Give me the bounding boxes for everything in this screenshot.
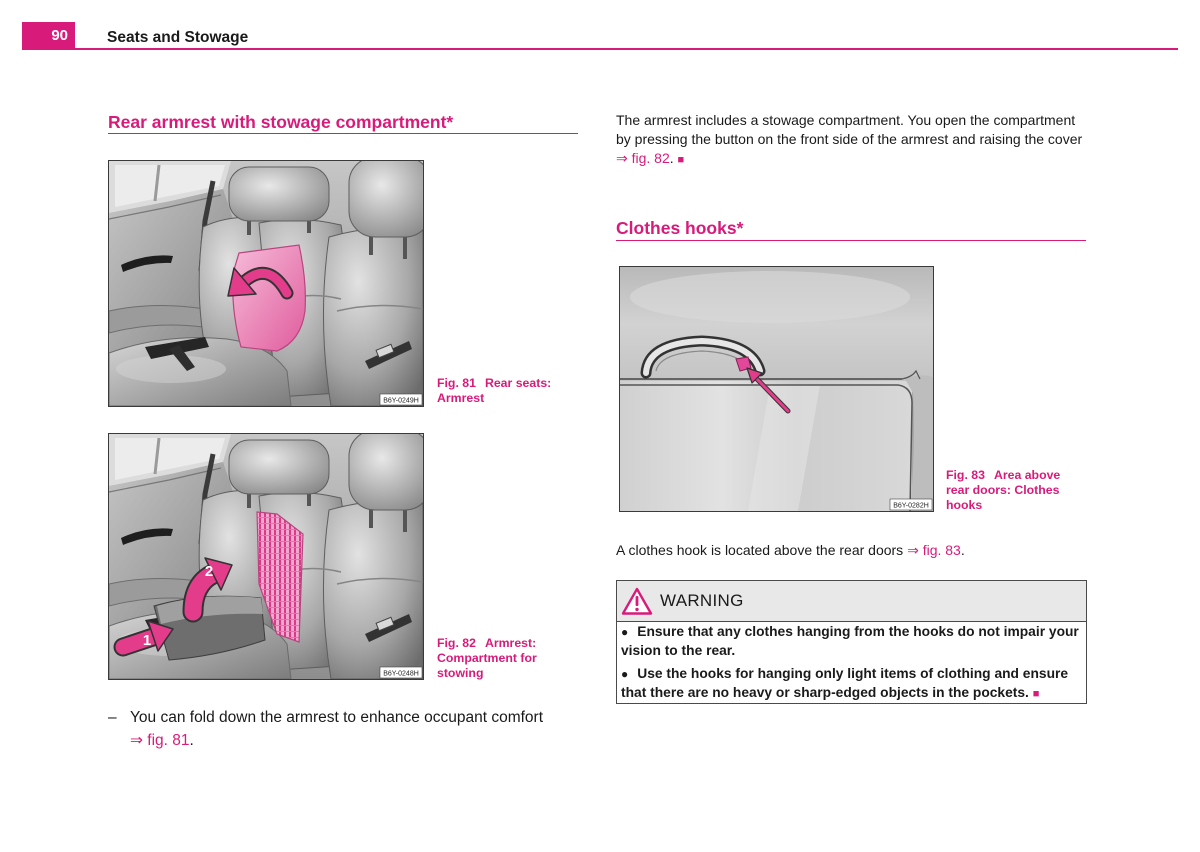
header-rule (22, 48, 1178, 50)
figure-83 (619, 266, 934, 512)
fig82-reference-link[interactable]: ⇒ fig. 82 (616, 150, 670, 166)
warning-items (617, 622, 1086, 703)
caption-line: stowing (437, 666, 484, 680)
fig81-illustration (109, 161, 423, 406)
warning-box (616, 580, 1087, 704)
caption-text: Armrest: (484, 636, 537, 650)
caption-label: Fig. 83 (946, 468, 985, 482)
caption-line: rear doors: Clothes (946, 483, 1060, 497)
fig83-reference-link[interactable]: ⇒ fig. 83 (907, 542, 961, 558)
step-text-block (130, 706, 578, 752)
description-suffix: . (669, 150, 674, 166)
description-text: The armrest includes a stowage compartment. You open the compartment by pressing the button on the front side of the armrest and raising the cover (616, 112, 1083, 147)
caption-label: Fig. 81 (437, 376, 476, 390)
instruction-step (108, 706, 578, 752)
caption-line: hooks (946, 498, 983, 512)
page-number: 90 (22, 22, 75, 49)
section-end-mark: ■ (677, 154, 685, 166)
armrest-heading: Rear armrest with stowage compartment* (108, 112, 454, 132)
figure-code-label (380, 394, 422, 405)
warning-triangle-icon (621, 586, 653, 616)
step-dash: – (108, 709, 117, 726)
figure-82 (108, 433, 424, 680)
armrest-heading-rule (108, 133, 578, 134)
caption-line: Compartment for (437, 651, 537, 665)
figure-code-text: B6Y-0249H (383, 397, 419, 405)
hook-text: A clothes hook is located above the rear doors (616, 542, 904, 558)
fig83-illustration (620, 267, 933, 511)
callout-1: 1 (142, 632, 152, 649)
caption-label: Fig. 82 (437, 636, 476, 650)
armrest-description (616, 111, 1092, 170)
fig81-caption (437, 376, 551, 406)
fig82-caption (437, 636, 537, 681)
figure-81 (108, 160, 424, 407)
hook-suffix: . (960, 542, 965, 558)
caption-line (946, 468, 1060, 483)
caption-text: Area above (993, 468, 1061, 482)
fig82-illustration (109, 434, 423, 679)
bullet: ● (621, 625, 629, 639)
step-suffix: . (189, 732, 194, 749)
warning-item (621, 665, 1082, 703)
warning-item-text: Ensure that any clothes hanging from the hooks do not impair your vision to the rear. (621, 624, 1079, 658)
fig83-caption (946, 468, 1060, 513)
warning-title: WARNING (660, 591, 744, 610)
clothes-hooks-heading: Clothes hooks* (616, 218, 744, 238)
caption-text: Rear seats: (484, 376, 552, 390)
warning-header (617, 581, 1086, 622)
section-title: Seats and Stowage (107, 29, 249, 46)
warning-end-mark: ■ (1032, 687, 1040, 700)
fig81-reference-link[interactable]: ⇒ fig. 81 (130, 732, 190, 749)
warning-item (621, 623, 1082, 660)
bullet: ● (621, 667, 629, 681)
figure-code-label (380, 667, 422, 678)
figure-code-text: B6Y-0282H (893, 502, 929, 510)
step-text: You can fold down the armrest to enhance occupant comfort (130, 709, 544, 726)
caption-line (437, 376, 551, 391)
warning-item-text: Use the hooks for hanging only light items of clothing and ensure that there are no heavy or sharp-edged objects in the pockets. (621, 666, 1069, 700)
caption-line (437, 636, 537, 651)
figure-code-text: B6Y-0248H (383, 670, 419, 678)
callout-2: 2 (204, 563, 214, 580)
armrest-highlight (233, 245, 306, 351)
figure-code-label (890, 499, 932, 510)
clothes-hook-text (616, 541, 965, 560)
caption-line: Armrest (437, 391, 485, 405)
clothes-hooks-heading-rule (616, 240, 1086, 241)
